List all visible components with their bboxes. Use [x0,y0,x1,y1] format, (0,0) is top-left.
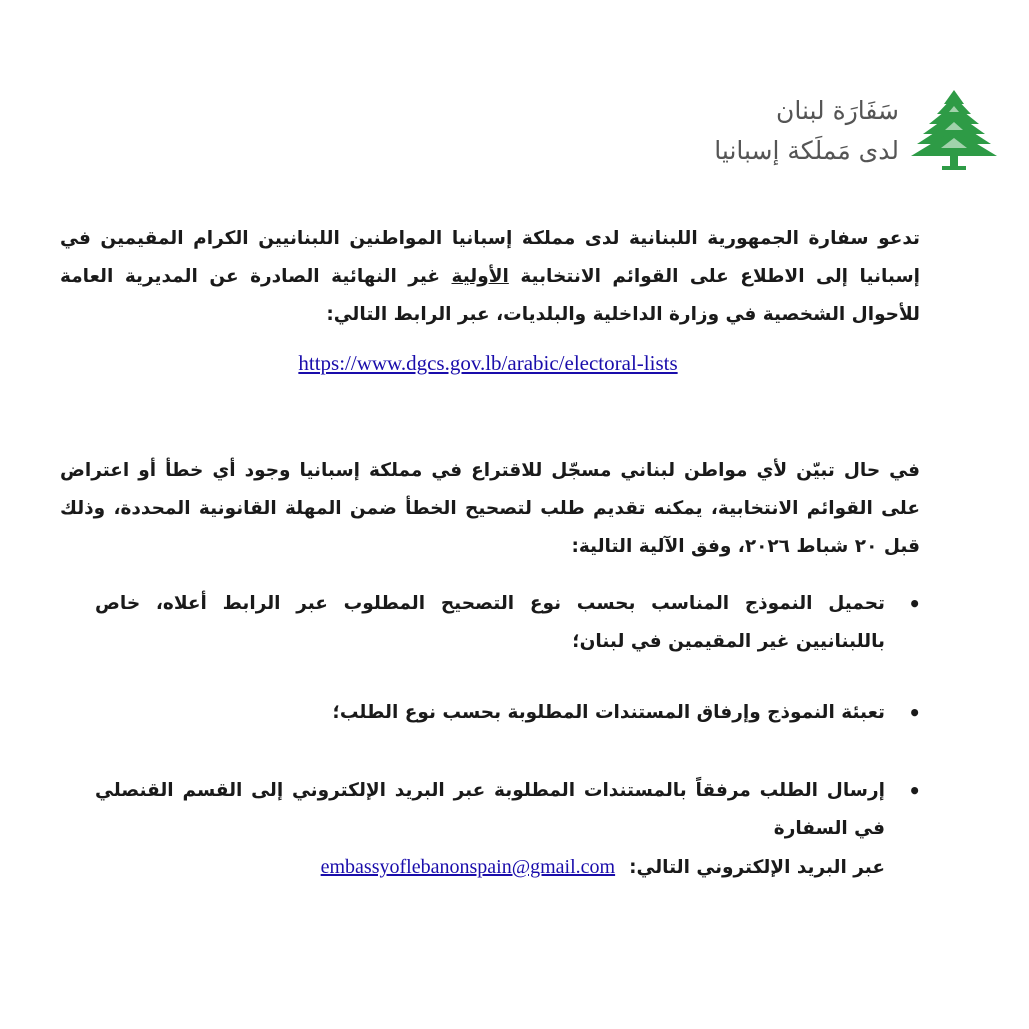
electoral-lists-link-line [0,351,976,376]
electoral-lists-link[interactable]: https://www.dgcs.gov.lb/arabic/electoral-lists [298,351,678,375]
lebanese-cedar-icon [909,88,999,172]
intro-paragraph [60,220,920,334]
list-item-text: تعبئة النموذج وإرفاق المستندات المطلوبة بحسب نوع الطلب؛ [332,702,885,723]
intro-text-part2: غير النهائية الصادرة عن المديرية العامة للأحوال الشخصية في وزارة الداخلية والبلديات، عبر الرابط التالي: [60,266,920,325]
list-item-text: إرسال الطلب مرفقاً بالمستندات المطلوبة عبر البريد الإلكتروني إلى القسم القنصلي في السفارة [95,780,885,839]
list-item [95,772,921,887]
embassy-email-link[interactable]: embassyoflebanonspain@gmail.com [320,856,616,878]
embassy-name [714,91,899,171]
correction-paragraph: في حال تبيّن لأي مواطن لبناني مسجّل للاقتراع في مملكة إسبانيا وجود أي خطأ أو اعتراض على القوائم الانتخابية، يمكنه تقديم طلب لتصحيح الخطأ ضمن المهلة القانونية المحددة، وذلك قبل ٢٠ شباط ٢٠٢٦، وفق الآلية التالية: [60,460,920,557]
bullet-icon: • [908,701,921,725]
email-label: عبر البريد الإلكتروني التالي: [629,857,885,878]
intro-text-part1: تدعو سفارة الجمهورية اللبنانية لدى مملكة إسبانيا المواطنين اللبنانيين الكرام المقيمين في إسبانيا إلى الاطلاع على القوائم الانتخابية [60,228,920,287]
intro-underlined-word: الأولية [451,266,509,287]
bullet-icon: • [908,779,921,803]
embassy-name-line1: سَفَارَة لبنان [775,96,899,125]
embassy-name-line2: لدى مَملَكة إسبانيا [714,136,899,165]
letterhead [714,88,999,172]
email-line [95,848,885,887]
list-item [95,694,921,732]
bullet-icon: • [908,592,921,616]
list-item [95,585,921,661]
list-item-text: تحميل النموذج المناسب بحسب نوع التصحيح المطلوب عبر الرابط أعلاه، خاص باللبنانيين غير المقيمين في لبنان؛ [95,593,885,652]
